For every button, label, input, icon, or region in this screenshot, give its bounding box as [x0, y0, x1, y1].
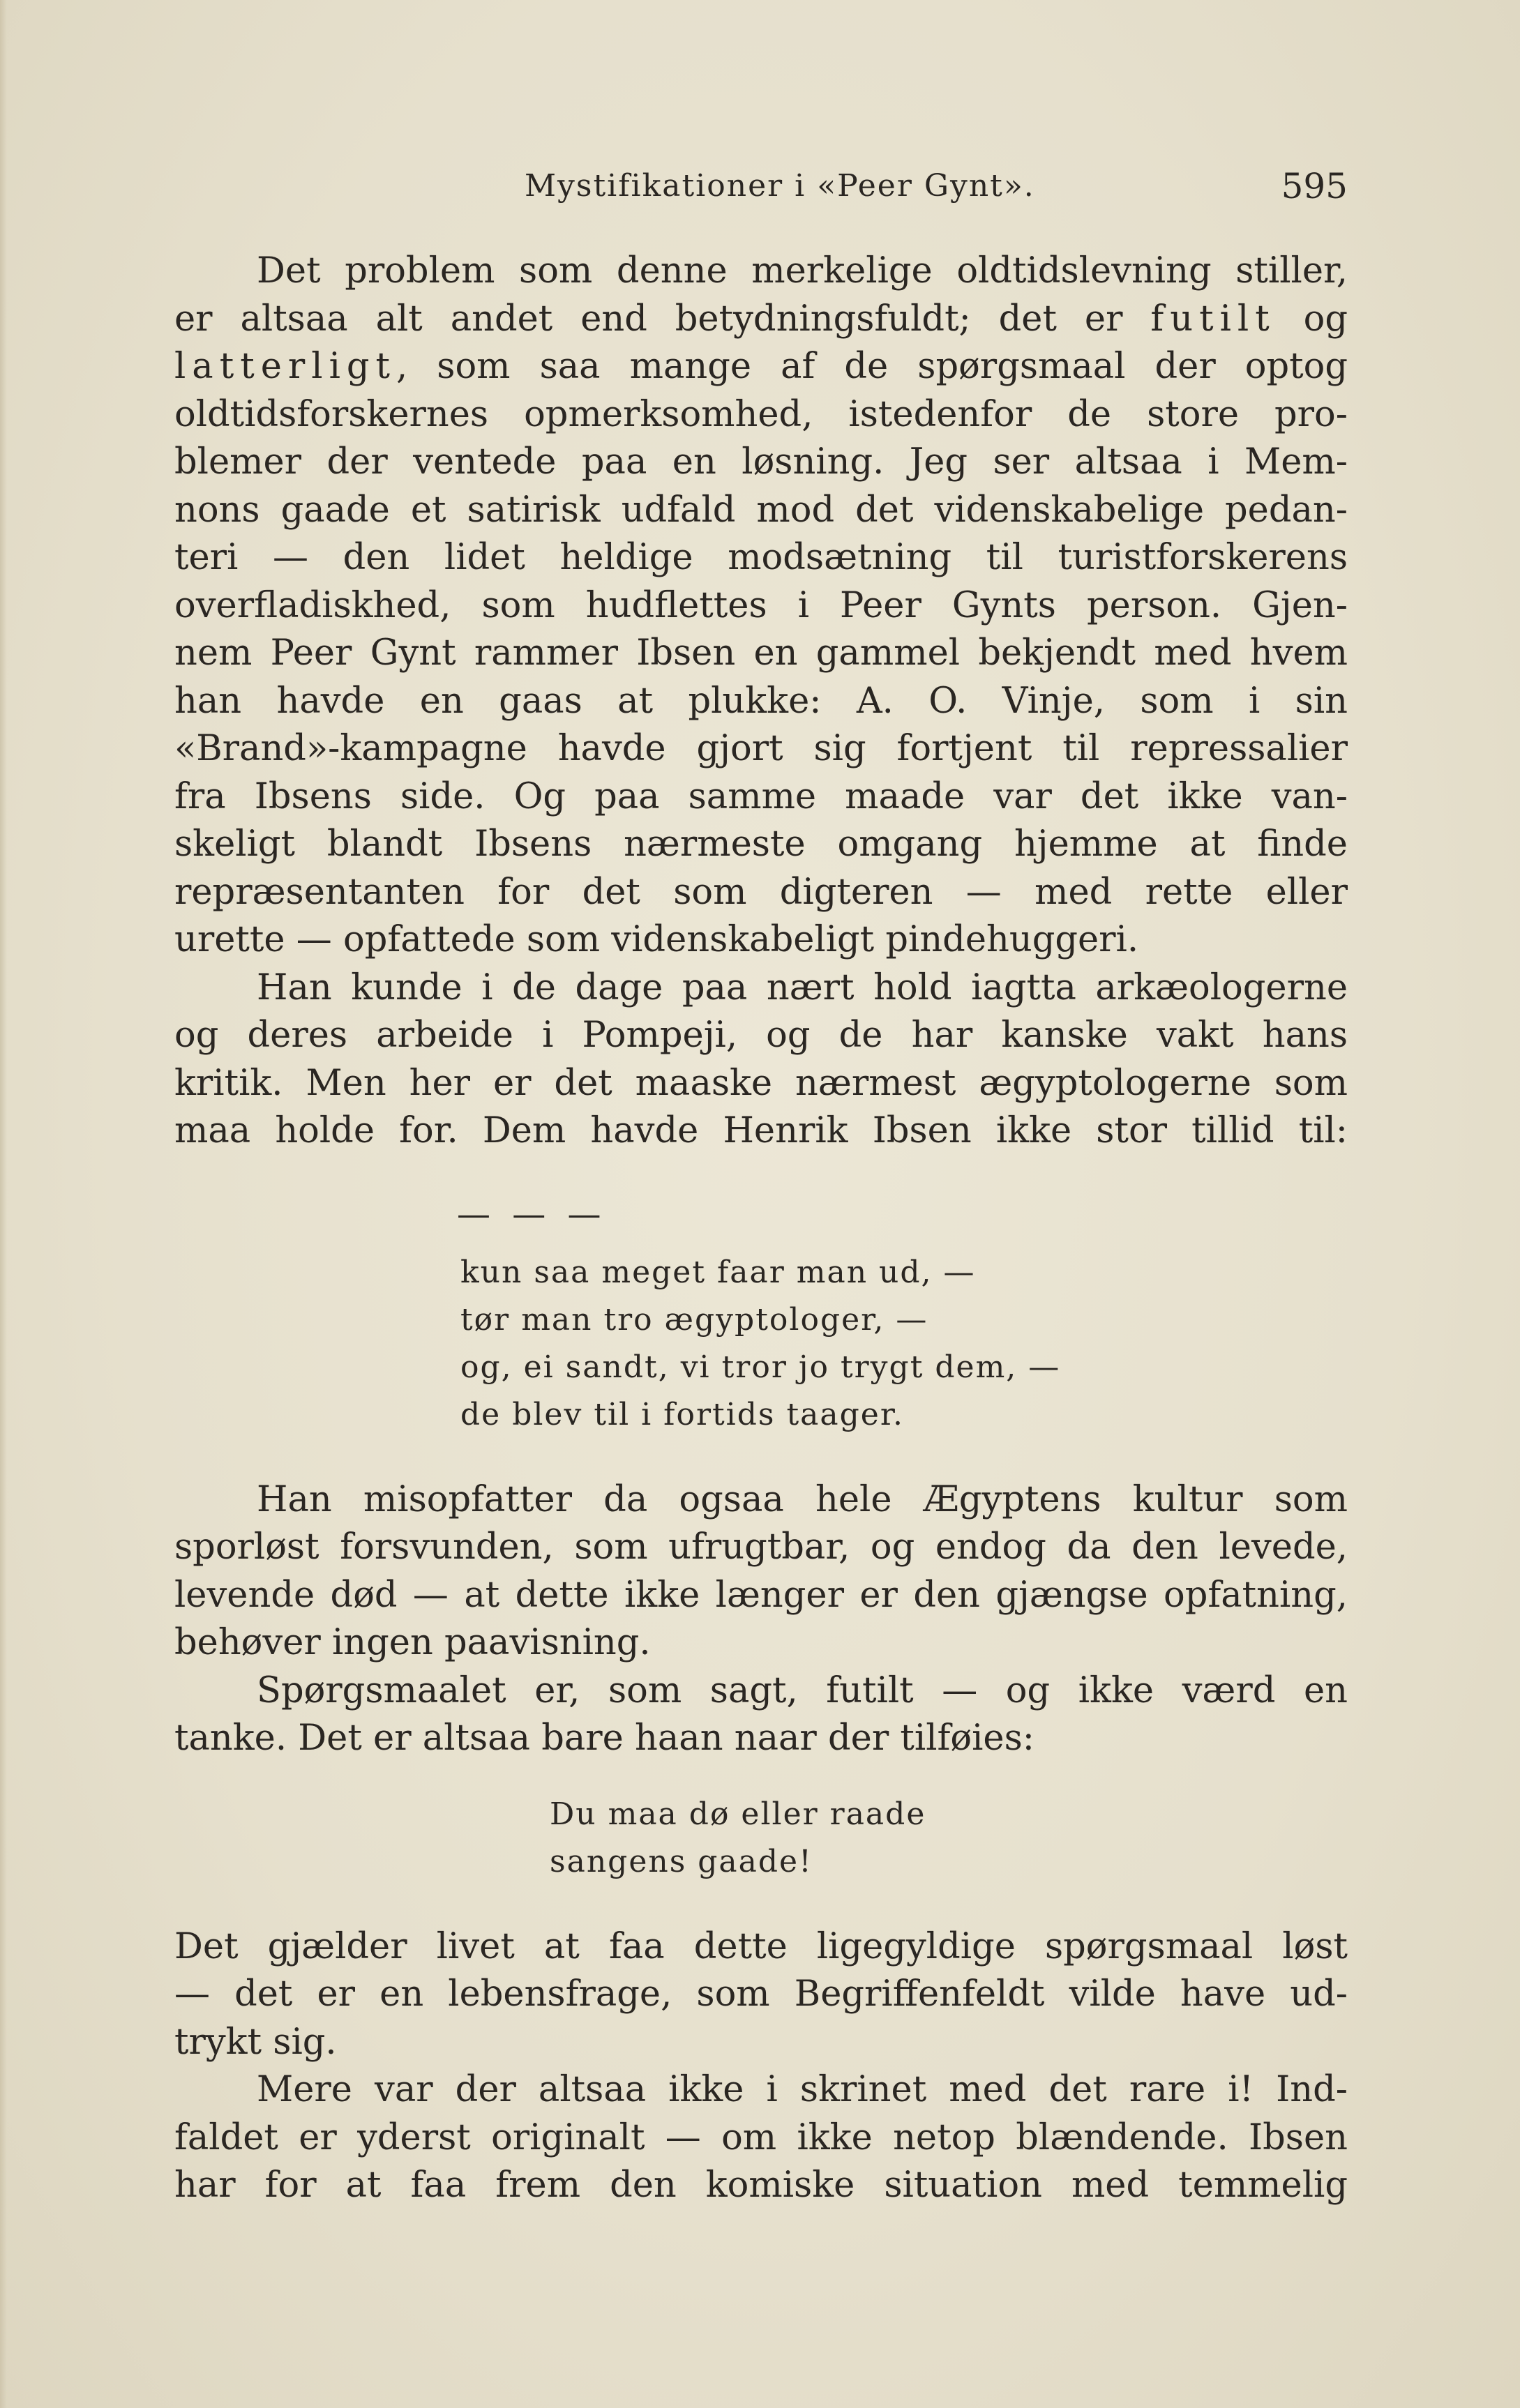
text-line: sporløst forsvunden, som ufrugtbar, og endog da den levede, — [174, 1527, 1348, 1568]
text-line: kritik. Men her er det maaske nærmest ægyptologerne som — [174, 1062, 1348, 1104]
text-line: tanke. Det er altsaa bare haan naar der tilføies: — [174, 1718, 1034, 1759]
text-line: — det er en lebensfrage, som Begriffenfeldt vilde have ud- — [174, 1974, 1348, 2015]
text-line: Det gjælder livet at faa dette ligegyldige spørgsmaal løst — [174, 1925, 1348, 1967]
body-text — [174, 248, 1348, 2210]
text-line: Spørgsmaalet er, som sagt, futilt — og ikke værd en — [257, 1669, 1348, 1711]
page-number: 595 — [1281, 166, 1348, 206]
text-line: trykt sig. — [174, 2021, 337, 2063]
verse-line: sangens gaade! — [550, 1843, 813, 1879]
text-line: skeligt blandt Ibsens nærmeste omgang hjemme at finde — [174, 824, 1348, 865]
spacer — [174, 1763, 1348, 1791]
text-line: fra Ibsens side. Og paa samme maade var det ikke van- — [174, 775, 1348, 817]
text-line: Det problem som denne merkelige oldtidslevning stiller, — [257, 250, 1348, 291]
text-line-emphasis: er altsaa alt andet end betydningsfuldt; det er futilt og — [174, 298, 1348, 340]
emphasis-word: latterligt — [174, 346, 397, 387]
paragraph-1 — [174, 248, 1348, 964]
text-line: oldtidsforskernes opmerksomhed, istedenfor de store pro- — [174, 393, 1348, 435]
spacer — [174, 1156, 1348, 1179]
text-line: har for at faa frem den komiske situation med temmelig — [174, 2165, 1348, 2206]
page-edge-shadow — [0, 0, 7, 2408]
verse-line: og, ei sandt, vi tror jo trygt dem, — — [460, 1349, 1061, 1385]
paragraph-6 — [174, 2066, 1348, 2210]
text-line: Mere var der altsaa ikke i skrinet med det rare i! Ind- — [257, 2069, 1348, 2110]
verse-line: Du maa dø eller raade — [550, 1796, 926, 1832]
text-line: levende død — at dette ikke længer er den gjængse opfatning, — [174, 1574, 1348, 1616]
page-header — [174, 162, 1348, 211]
text-line: behøver ingen paavisning. — [174, 1622, 651, 1663]
text-line: teri — den lidet heldige modsætning til turistforskerens — [174, 537, 1348, 578]
paragraph-2 — [174, 964, 1348, 1156]
emphasis-word: futilt — [1150, 298, 1276, 340]
text-line: urette — opfattede som videnskabeligt pindehuggeri. — [174, 919, 1139, 960]
verse-1 — [460, 1249, 1348, 1439]
verse-ellipsis-dashes: — — — — [457, 1194, 607, 1234]
verse-line: tør man tro ægyptologer, — — [460, 1301, 928, 1338]
text-line: overfladiskhed, som hudflettes i Peer Gynts person. Gjen- — [174, 584, 1348, 626]
verse-line: de blev til i fortids taager. — [460, 1396, 905, 1432]
verse-2 — [550, 1791, 1348, 1886]
text-line: faldet er yderst originalt — om ikke netop blændende. Ibsen — [174, 2117, 1348, 2158]
verse-line: kun saa meget faar man ud, — — [460, 1254, 976, 1290]
spacer — [174, 1439, 1348, 1476]
spacer — [174, 1886, 1348, 1923]
text-line: Han misopfatter da ogsaa hele Ægyptens kultur som — [257, 1478, 1348, 1520]
paragraph-5 — [174, 1923, 1348, 2067]
text-line: nons gaade et satirisk udfald mod det videnskabelige pedan- — [174, 489, 1348, 531]
text-line: maa holde for. Dem havde Henrik Ibsen ikke stor tillid til: — [174, 1110, 1348, 1151]
text-line: nem Peer Gynt rammer Ibsen en gammel bekjendt med hvem — [174, 633, 1348, 674]
running-title: Mystifikationer i «Peer Gynt». — [525, 168, 1035, 204]
text-line: og deres arbeide i Pompeji, og de har kanske vakt hans — [174, 1015, 1348, 1056]
paragraph-4 — [174, 1667, 1348, 1763]
text-line: Han kunde i de dage paa nært hold iagtta arkæologerne — [257, 967, 1348, 1008]
paragraph-3 — [174, 1476, 1348, 1667]
line-tail: og — [1303, 298, 1348, 340]
text-line: «Brand»-kampagne havde gjort sig fortjent til repressalier — [174, 728, 1348, 769]
text-line: blemer der ventede paa en løsning. Jeg ser altsaa i Mem- — [174, 441, 1348, 483]
text-line: han havde en gaas at plukke: A. O. Vinje, som i sin — [174, 680, 1348, 722]
text-line-emphasis: latterligt, som saa mange af de spørgsmaal der optog — [174, 346, 1348, 387]
text-line: repræsentanten for det som digteren — med rette eller — [174, 871, 1348, 913]
